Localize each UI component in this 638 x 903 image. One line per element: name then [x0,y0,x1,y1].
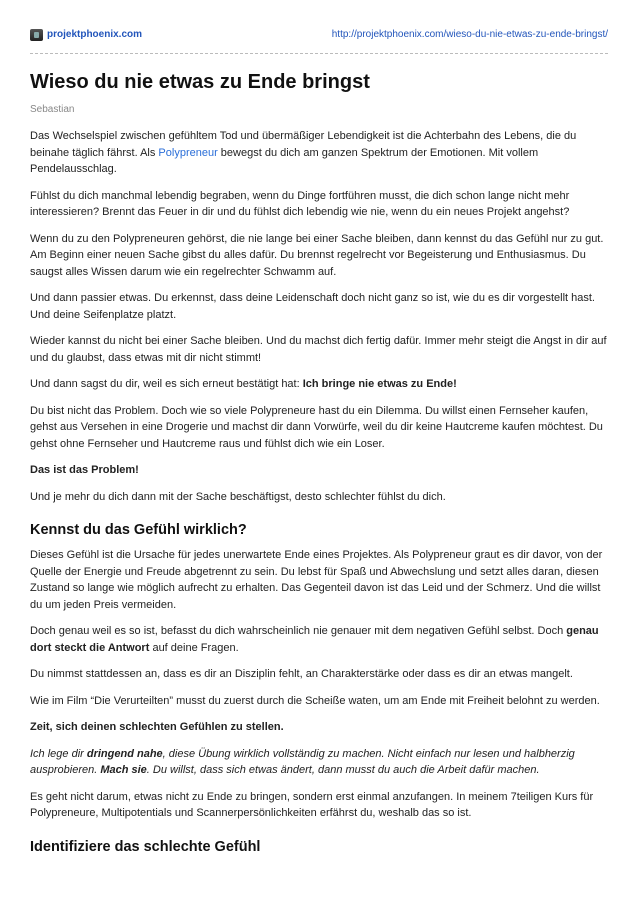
paragraph: Wie im Film “Die Verurteilten” musst du zuerst durch die Scheiße waten, um am Ende mit Freiheit belohnt zu werden. [30,694,600,707]
paragraph: Dieses Gefühl ist die Ursache für jedes unerwartete Ende eines Projektes. Als Polypreneur graut es dir davor, von der Quelle der Energie und Freude abgetrennt zu sein. Du lebst für Spaß und Abwechslung und setzt alles daran, diesen Zustand so lange wie möglich aufrecht zu erhalten. Das Gegenteil davon ist das Leid und der Schmerz. Und die willst du um jeden Preis vermeiden. [30,549,603,611]
paragraph: Ich lege dir dringend nahe, diese Übung wirklich vollständig zu machen. Nicht einfach nur lesen und halbherzig ausprobieren. Mach sie. Du willst, dass sich etwas ändert, dann musst du auch die Arbeit dafür machen. [30,747,575,776]
paragraph: Und je mehr du dich dann mit der Sache beschäftigst, desto schlechter fühlst du dich. [30,490,446,503]
section-heading: Identifiziere das schlechte Gefühl [30,838,261,855]
paragraph: Das Wechselspiel zwischen gefühltem Tod und übermäßiger Lebendigkeit ist die Achterbahn des Lebens, die du beinahe täglich fährst. Als Polypreneur bewegst du dich am ganzen Spektrum der Emotionen. Mit vollem Pendelausschlag. [30,130,577,175]
paragraph: Das ist das Problem! [30,464,139,476]
paragraph: Und dann sagst du dir, weil es sich erneut bestätigt hat: Ich bringe nie etwas zu Ende! [30,378,457,390]
header-divider [30,53,608,54]
paragraph: Du bist nicht das Problem. Doch wie so viele Polypreneure hast du ein Dilemma. Du willst einen Fernseher kaufen, gehst aus Versehen in eine Drogerie und machst dir dann Vorwürfe, weil du dir keine Hautcreme kaufen möchtest. Du gehst ohne Fernseher und Hautcreme raus und fühlst dich wie ein Loser. [30,404,603,450]
paragraph: Zeit, sich deinen schlechten Gefühlen zu stellen. [30,721,284,733]
section-heading: Kennst du das Gefühl wirklich? [30,522,247,538]
paragraph: Wenn du zu den Polypreneuren gehörst, die nie lange bei einer Sache bleiben, dann kennst du das Gefühl nur zu gut. Am Beginn einer neuen Sache gibst du alles dafür. Du brennst regelrecht vor Begeisterung und Enthusiasmus. Du saugst alles Wissen darum wie ein regelrechter Schwamm auf. [30,232,604,278]
paragraph: Du nimmst stattdessen an, dass es dir an Disziplin fehlt, an Charakterstärke oder dass es dir an etwas mangelt. [30,668,573,680]
paragraph: Fühlst du dich manchmal lebendig begraben, wenn du Dinge fortführen musst, die dich schon lange nicht mehr interessieren? Brennt das Feuer in dir und du fühlst dich lebendig wie nie, wenn du ein neues Projekt angehst? [30,189,570,218]
paragraph: Es geht nicht darum, etwas nicht zu Ende zu bringen, sondern erst einmal anzufangen. In meinem 7teiligen Kurs für Polypreneure, Multipotentials und Scannerpersönlichkeiten erfährst du, weshalb das so ist. [30,790,594,819]
site-header [30,28,608,44]
article-title: Wieso du nie etwas zu Ende bringst [30,71,370,93]
emphasis: Ich bringe nie etwas zu Ende! [302,378,457,390]
paragraph: Doch genau weil es so ist, befasst du dich wahrscheinlich nie genauer mit dem negativen Gefühl selbst. Doch genau dort steckt die Antwort auf deine Fragen. [30,625,599,654]
site-link[interactable]: projektphoenix.com [47,29,143,40]
logo-icon [30,29,43,41]
paragraph: Wieder kannst du nicht bei einer Sache bleiben. Und du machst dich fertig dafür. Immer mehr steigt die Angst in dir auf und du glaubst, dass etwas mit dir nicht stimmt! [30,335,607,364]
page-url-link[interactable]: http://projektphoenix.com/wieso-du-nie-etwas-zu-ende-bringst/ [331,29,608,40]
article [30,70,608,864]
article-author: Sebastian [30,104,75,115]
paragraph: Und dann passier etwas. Du erkennst, dass deine Leidenschaft doch nicht ganz so ist, wie du es dir vorgestellt hast. Und deine Seifenplatze platzt. [30,292,595,321]
polypreneur-link[interactable]: Polypreneur [158,146,218,159]
